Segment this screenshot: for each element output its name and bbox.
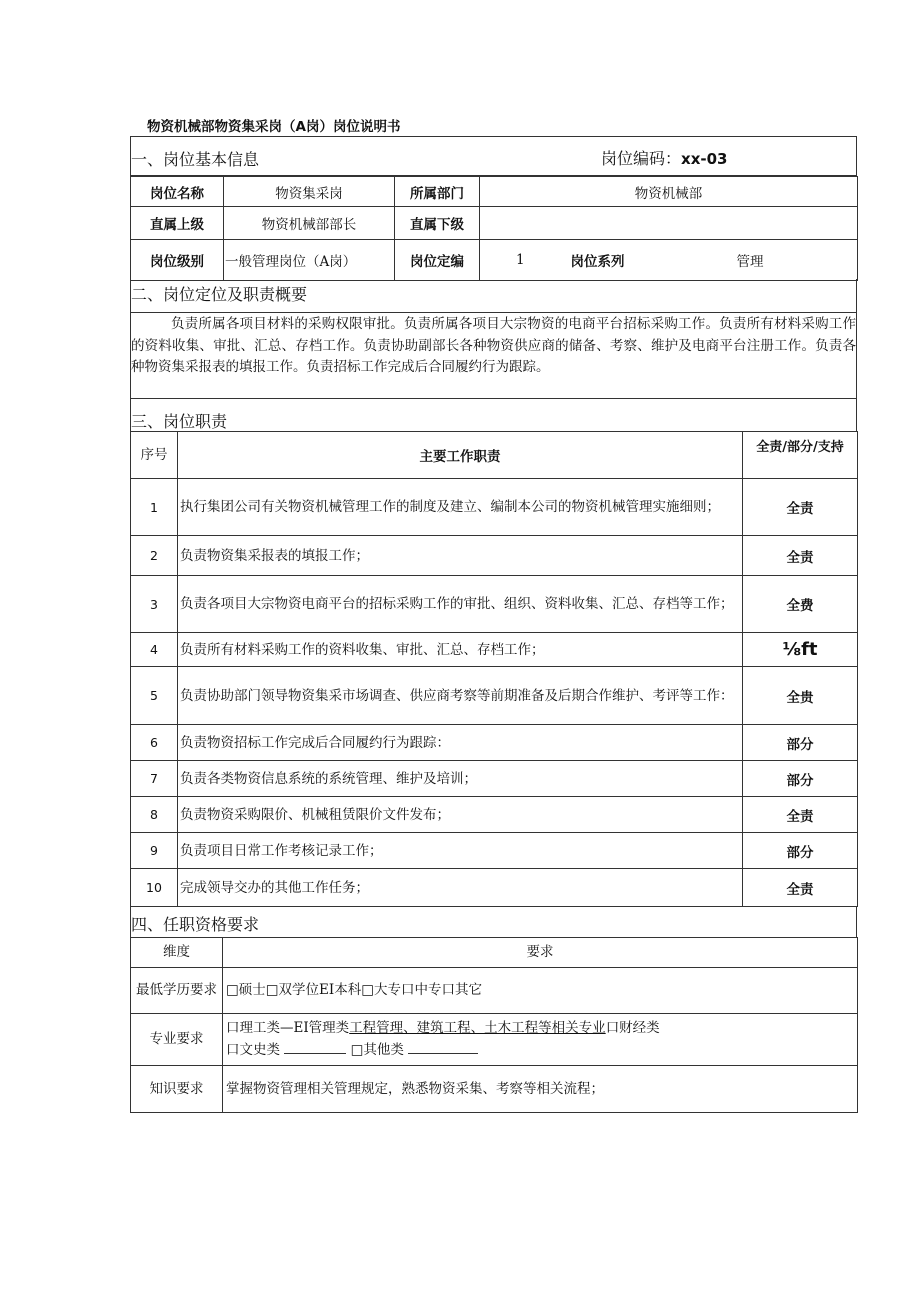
section3-header xyxy=(130,398,857,431)
qual-header-row xyxy=(131,938,858,968)
duty-no: 1 xyxy=(131,479,178,536)
position-code-value: xx-03 xyxy=(681,150,728,168)
major-value xyxy=(223,1014,858,1066)
duty-row xyxy=(131,761,858,797)
duty-row xyxy=(131,869,858,907)
col-header-duty: 主要工作职责 xyxy=(178,432,743,479)
humanities-blank xyxy=(284,1039,346,1054)
duty-resp: 部分 xyxy=(743,833,858,869)
education-label: 最低学历要求 xyxy=(131,968,223,1014)
duty-row xyxy=(131,667,858,725)
duty-row xyxy=(131,833,858,869)
col-header-resp: 全责/部分/支持 xyxy=(743,432,858,479)
info-label: 岗位定编 xyxy=(395,240,480,281)
other-blank xyxy=(408,1039,478,1054)
col-header-requirement: 要求 xyxy=(223,938,858,968)
duties-table xyxy=(130,431,858,907)
duty-row xyxy=(131,536,858,576)
major-option-finance: 口财经类 xyxy=(605,1020,660,1036)
duty-no: 2 xyxy=(131,536,178,576)
position-code-label: 岗位编码： xyxy=(601,149,682,168)
duty-resp: ⅛ft xyxy=(743,633,858,667)
info-label: 岗位系列 xyxy=(570,254,625,270)
duty-no: 8 xyxy=(131,797,178,833)
info-value: 一般管理岗位（A岗） xyxy=(224,240,395,281)
duty-resp: 全责 xyxy=(743,479,858,536)
info-value: 管理 xyxy=(736,254,764,270)
major-option-humanities: 口文史类 xyxy=(226,1042,280,1058)
duty-text: 负责物资采购限价、机械租赁限价文件发布； xyxy=(178,797,743,833)
duties-header-row xyxy=(131,432,858,479)
education-value: □硕士□双学位EI本科□大专口中专口其它 xyxy=(223,968,858,1014)
info-label: 岗位级别 xyxy=(131,240,224,281)
section1-header xyxy=(130,136,857,176)
section4-heading: 四、任职资格要求 xyxy=(131,915,260,934)
major-option-science: 口理工类—EI管理类 xyxy=(226,1020,350,1036)
info-label: 岗位名称 xyxy=(131,177,224,207)
section2-divider xyxy=(131,312,856,313)
duty-text: 负责物资集采报表的填报工作； xyxy=(178,536,743,576)
qual-row-education xyxy=(131,968,858,1014)
knowledge-value: 掌握物资管理相关管理规定，熟悉物资采集、考察等相关流程； xyxy=(223,1066,858,1113)
section2-heading: 二、岗位定位及职责概要 xyxy=(131,285,308,304)
duty-row xyxy=(131,576,858,633)
duty-no: 9 xyxy=(131,833,178,869)
major-option-other: □其他类 xyxy=(350,1042,404,1058)
document-title: 物资机械部物资集采岗（A岗）岗位说明书 xyxy=(147,119,401,135)
duty-no: 6 xyxy=(131,725,178,761)
info-label: 所属部门 xyxy=(395,177,480,207)
info-value xyxy=(480,207,858,240)
section4-header xyxy=(130,906,857,938)
basic-info-table xyxy=(130,176,858,281)
info-value: 物资机械部 xyxy=(480,177,858,207)
info-value: 1 xyxy=(480,240,571,281)
duty-text: 负责项目日常工作考核记录工作； xyxy=(178,833,743,869)
duty-resp: 部分 xyxy=(743,725,858,761)
section1-heading: 一、岗位基本信息 xyxy=(131,150,260,169)
duty-resp: 全责 xyxy=(743,536,858,576)
duty-no: 10 xyxy=(131,869,178,907)
qual-row-knowledge xyxy=(131,1066,858,1113)
duty-no: 3 xyxy=(131,576,178,633)
duty-text: 负责各项目大宗物资电商平台的招标采购工作的审批、组织、资料收集、汇总、存档等工作； xyxy=(178,576,743,633)
info-label: 直属上级 xyxy=(131,207,224,240)
info-row xyxy=(131,177,858,207)
major-line-1 xyxy=(226,1018,855,1039)
duty-row xyxy=(131,797,858,833)
major-specialty: 工程管理、建筑工程、土木工程等相关专业 xyxy=(349,1020,606,1036)
info-row xyxy=(131,240,858,281)
position-code xyxy=(601,146,727,169)
duty-row xyxy=(131,633,858,667)
section2-block xyxy=(130,279,857,399)
duty-resp: 全责 xyxy=(743,869,858,907)
col-header-dimension: 维度 xyxy=(131,938,223,968)
duty-resp: 全费 xyxy=(743,576,858,633)
duty-text: 负责所有材料采购工作的资料收集、审批、汇总、存档工作； xyxy=(178,633,743,667)
duty-resp: 全贵 xyxy=(743,667,858,725)
info-row xyxy=(131,207,858,240)
position-series-cell xyxy=(571,240,858,281)
position-summary: 负责所属各项目材料的采购权限审批。负责所属各项目大宗物资的电商平台招标采购工作。负责所有材料采购工作的资料收集、审批、汇总、存档工作。负责协助副部长各种物资供应商的储备、考察、维护及电商平台注册工作。负责各种物资集采报表的填报工作。负责招标工作完成后合同履约行为跟踪。 xyxy=(131,316,856,375)
section3-heading: 三、岗位职责 xyxy=(131,412,228,431)
major-label: 专业要求 xyxy=(131,1014,223,1066)
duty-resp: 全责 xyxy=(743,797,858,833)
duty-row xyxy=(131,725,858,761)
col-header-no: 序号 xyxy=(131,432,178,479)
knowledge-label: 知识要求 xyxy=(131,1066,223,1113)
info-label: 直属下级 xyxy=(395,207,480,240)
major-line-2 xyxy=(226,1039,855,1061)
duty-text: 执行集团公司有关物资机械管理工作的制度及建立、编制本公司的物资机械管理实施细则； xyxy=(178,479,743,536)
info-value: 物资集采岗 xyxy=(224,177,395,207)
duty-row xyxy=(131,479,858,536)
qual-row-major xyxy=(131,1014,858,1066)
info-value: 物资机械部部长 xyxy=(224,207,395,240)
qualifications-table xyxy=(130,937,858,1113)
duty-text: 负责各类物资信息系统的系统管理、维护及培训； xyxy=(178,761,743,797)
duty-resp: 部分 xyxy=(743,761,858,797)
duty-text: 负责协助部门领导物资集采市场调查、供应商考察等前期准备及后期合作维护、考评等工作： xyxy=(178,667,743,725)
duty-text: 完成领导交办的其他工作任务； xyxy=(178,869,743,907)
duty-text: 负责物资招标工作完成后合同履约行为跟踪： xyxy=(178,725,743,761)
duty-no: 7 xyxy=(131,761,178,797)
duty-no: 5 xyxy=(131,667,178,725)
duty-no: 4 xyxy=(131,633,178,667)
